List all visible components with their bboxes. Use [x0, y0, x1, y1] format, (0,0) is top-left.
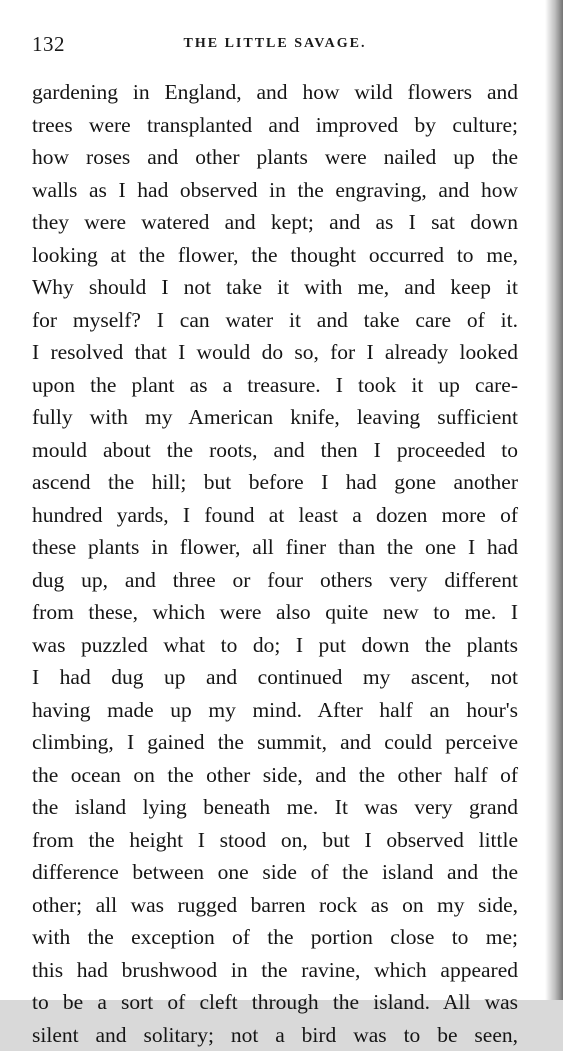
text-line: looking at the flower, the thought occurred to me, — [32, 239, 518, 272]
text-line: trees were transplanted and improved by culture; — [32, 109, 518, 142]
text-line: this had brushwood in the ravine, which appeared — [32, 954, 518, 987]
text-line: gardening in England, and how wild flowers and — [32, 76, 518, 109]
text-line: from the height I stood on, but I observed little — [32, 824, 518, 857]
text-line: for myself? I can water it and take care of it. — [32, 304, 518, 337]
text-line: fully with my American knife, leaving sufficient — [32, 401, 518, 434]
page-header — [32, 28, 518, 62]
text-line: upon the plant as a treasure. I took it up care- — [32, 369, 518, 402]
text-line: how roses and other plants were nailed up the — [32, 141, 518, 174]
text-line: I had dug up and continued my ascent, not — [32, 661, 518, 694]
text-line: ascend the hill; but before I had gone another — [32, 466, 518, 499]
text-line: Why should I not take it with me, and keep it — [32, 271, 518, 304]
text-line: silent and solitary; not a bird was to be seen, — [32, 1019, 518, 1051]
text-line: with the exception of the portion close to me; — [32, 921, 518, 954]
text-line: to be a sort of cleft through the island. All was — [32, 986, 518, 1019]
text-line: walls as I had observed in the engraving, and how — [32, 174, 518, 207]
running-head: THE LITTLE SAVAGE. — [32, 36, 518, 52]
page-number: 132 — [32, 32, 65, 57]
text-line: dug up, and three or four others very different — [32, 564, 518, 597]
text-line: having made up my mind. After half an hour's — [32, 694, 518, 727]
body-text — [32, 76, 518, 936]
text-line: hundred yards, I found at least a dozen more of — [32, 499, 518, 532]
text-line: they were watered and kept; and as I sat down — [32, 206, 518, 239]
text-line: was puzzled what to do; I put down the plants — [32, 629, 518, 662]
text-line: mould about the roots, and then I proceeded to — [32, 434, 518, 467]
text-line: the ocean on the other side, and the other half of — [32, 759, 518, 792]
text-line: I resolved that I would do so, for I already looked — [32, 336, 518, 369]
text-line: from these, which were also quite new to me. I — [32, 596, 518, 629]
text-line: other; all was rugged barren rock as on my side, — [32, 889, 518, 922]
text-line: difference between one side of the island and the — [32, 856, 518, 889]
text-line: climbing, I gained the summit, and could perceive — [32, 726, 518, 759]
text-line: the island lying beneath me. It was very grand — [32, 791, 518, 824]
text-line: these plants in flower, all finer than the one I had — [32, 531, 518, 564]
